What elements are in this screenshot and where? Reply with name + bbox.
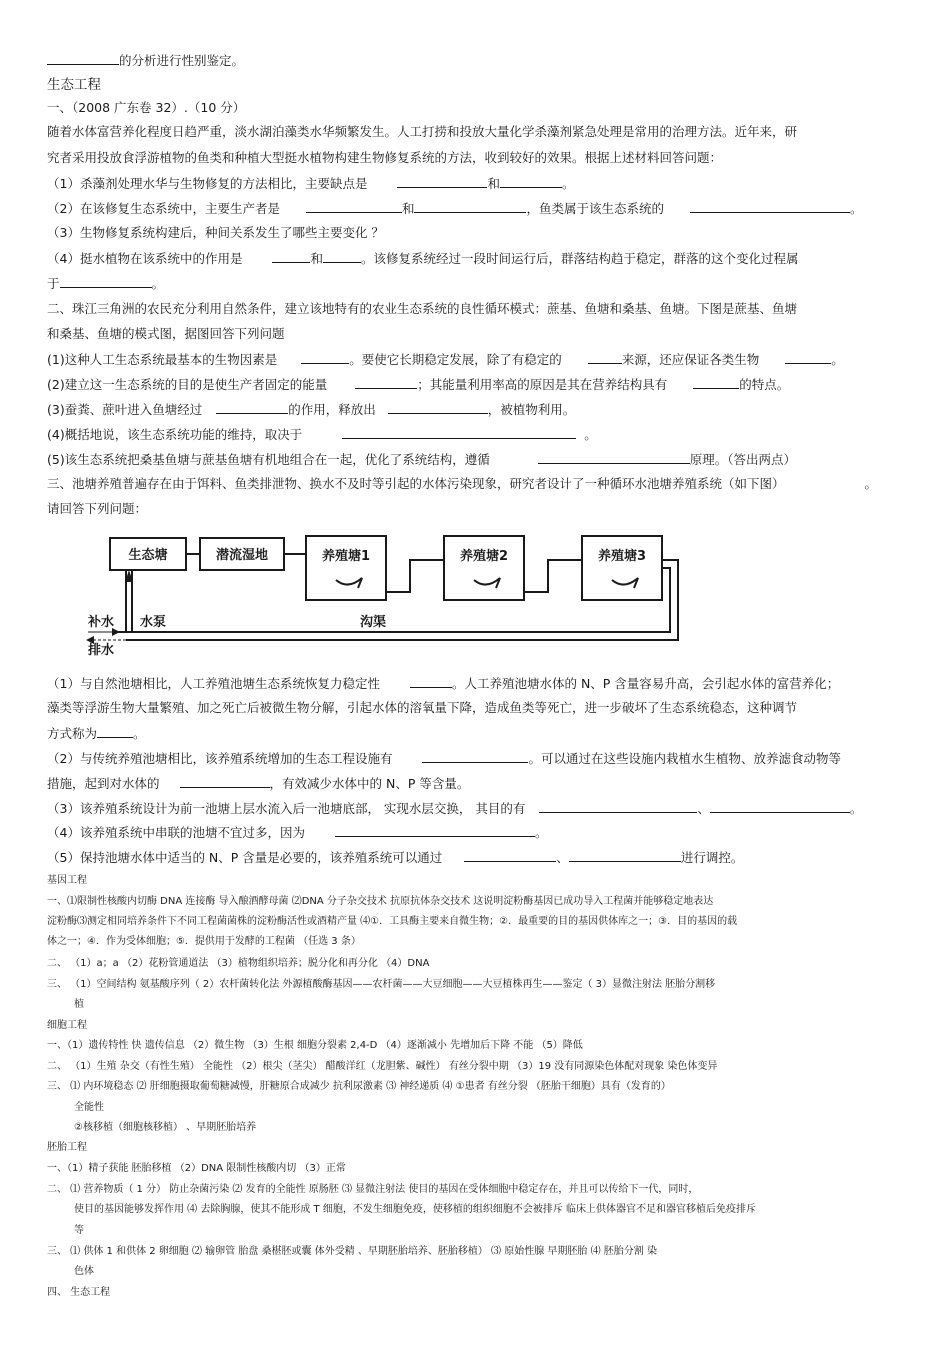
text: 的特点。 bbox=[739, 377, 790, 392]
q1-intro-line1: 随着水体富营养化程度日趋严重，淡水湖泊藻类水华频繁发生。人工打捞和投放大量化学杀藻剂紧急处理是常用的治理方法。近年来，研 bbox=[47, 124, 798, 139]
answer-blank bbox=[97, 725, 133, 738]
answers-cell-title: 细胞工程 bbox=[47, 1020, 87, 1031]
outflow-label: 排水 bbox=[88, 643, 115, 658]
text: 进行调控。 bbox=[680, 850, 744, 865]
answer-blank bbox=[500, 175, 562, 188]
answers-gene-1a: 一、⑴限制性核酸内切酶 DNA 连接酶 导入酿酒酵母菌 ⑵DNA 分子杂交技术 抗原抗体杂交技术 这说明淀粉酶基因已成功导入工程菌并能够稳定地表达 bbox=[47, 896, 714, 907]
q3-part1-end bbox=[47, 725, 146, 742]
answers-embryo-title: 胚胎工程 bbox=[47, 1142, 87, 1153]
answer-blank bbox=[60, 275, 152, 288]
q1-heading: 一、（2008 广东卷 32）.（10 分） bbox=[47, 100, 246, 115]
text: ，被植物利用。 bbox=[487, 402, 576, 417]
text: 于 bbox=[47, 276, 60, 291]
text: (3)蚕粪、蔗叶进入鱼塘经过 bbox=[47, 402, 203, 417]
answers-embryo-3b: 色体 bbox=[74, 1266, 94, 1277]
answer-blank bbox=[539, 800, 697, 813]
connector bbox=[524, 560, 582, 592]
answer-blank bbox=[693, 376, 739, 389]
answers-cell-1: 一、（1）遗传特性 快 遗传信息 （2）微生物 （3）生根 细胞分裂素 2,4-D （4）逐渐减小 先增加后下降 不能 （5）降低 bbox=[47, 1040, 583, 1051]
q3-part2-cont bbox=[47, 775, 469, 792]
answers-gene-2: 二、 （1）a；a （2）花粉管通道法 （3）植物组织培养；脱分化和再分化 （4）DNA bbox=[47, 958, 430, 969]
text: （4）挺水植物在该系统中的作用是 bbox=[47, 251, 243, 266]
q1-part3: （3）生物修复系统构建后，种间关系发生了哪些主要变化 ？ bbox=[47, 225, 384, 240]
q1-part4-cont bbox=[47, 275, 164, 292]
q3-part2 bbox=[47, 750, 841, 767]
answers-embryo-2a: 二、 ⑴ 营养物质（ 1 分） 防止杂菌污染 ⑵ 发育的全能性 原肠胚 ⑶ 显微注射法 使目的基因在受体细胞中稳定存在，并且可以传给下一代，同时， bbox=[47, 1184, 699, 1195]
answers-gene-3a: 三、 （1）空间结构 氨基酸序列（ 2）农杆菌转化法 外源植酸酶基因——农杆菌——大豆细胞——大豆植株再生——鉴定（ 3）显微注射法 胚胎分割移 bbox=[47, 979, 716, 990]
answers-embryo-2c: 等 bbox=[74, 1225, 84, 1236]
answer-blank bbox=[422, 750, 528, 763]
section-title-ecology: 生态工程 bbox=[47, 77, 101, 93]
text: （4）该养殖系统中串联的池塘不宜过多，因为 bbox=[47, 825, 305, 840]
answers-gene-1c: 体之一；④．作为受体细胞；⑤．提供用于发酵的工程菌 （任选 3 条） bbox=[47, 936, 361, 947]
answer-blank bbox=[306, 200, 402, 213]
q2-heading-line1: 二、珠江三角洲的农民充分利用自然条件，建立该地特有的农业生态系统的良性循环模式：蔗基、鱼塘和桑基、鱼塘。下图是蔗基、鱼塘 bbox=[47, 301, 798, 316]
answer-blank bbox=[690, 200, 850, 213]
text: 。 bbox=[151, 276, 165, 291]
pond1-label: 养殖塘1 bbox=[321, 549, 371, 564]
q1-intro-line2: 究者采用投放食浮游植物的鱼类和种植大型挺水植物构建生物修复系统的方法，收到较好的效果。根据上述材料回答问题： bbox=[47, 150, 723, 165]
q3-part1-cont: 藻类等浮游生物大量繁殖、加之死亡后被微生物分解，引起水体的溶氧量下降，造成鱼类等死亡，进一步破坏了生态系统稳态，这种调节 bbox=[47, 700, 798, 715]
answer-blank bbox=[414, 200, 526, 213]
pond1-box bbox=[306, 536, 386, 600]
pond3-box bbox=[582, 536, 662, 600]
text: (5)该生态系统把桑基鱼塘与蔗基鱼塘有机地组合在一起，优化了系统结构，遵循 bbox=[47, 452, 490, 467]
q3-part4 bbox=[47, 824, 547, 841]
text: （1）与自然池塘相比，人工养殖池塘生态系统恢复力稳定性 bbox=[47, 676, 380, 691]
answer-blank bbox=[342, 426, 576, 439]
answers-gene-1b: 淀粉酶⑶测定相同培养条件下不同工程菌菌株的淀粉酶活性或酒精产量 ⑷①．工具酶主要来自微生物；②．最重要的目的基因供体库之一；③．目的基因的载 bbox=[47, 916, 738, 927]
answer-blank bbox=[785, 351, 831, 364]
text: 和 bbox=[401, 201, 415, 216]
pond2-label: 养殖塘2 bbox=[459, 549, 509, 564]
text: ，有效减少水体中的 N、P 等含量。 bbox=[269, 776, 470, 791]
answer-blank bbox=[301, 351, 349, 364]
pond3-label: 养殖塘3 bbox=[597, 549, 647, 564]
answer-blank bbox=[388, 401, 488, 414]
answer-blank bbox=[216, 401, 288, 414]
answer-blank bbox=[272, 250, 310, 263]
text: 。 bbox=[849, 801, 863, 816]
answer-blank bbox=[355, 376, 417, 389]
top-line bbox=[47, 52, 244, 69]
text: 。人工养殖池塘水体的 N、P 含量容易升高，会引起水体的富营养化； bbox=[451, 676, 840, 691]
text: (1)这种人工生态系统最基本的生物因素是 bbox=[47, 352, 278, 367]
text: 。要使它长期稳定发展，除了有稳定的 bbox=[349, 352, 562, 367]
answer-blank bbox=[569, 849, 681, 862]
answer-blank bbox=[588, 351, 622, 364]
fish-icon bbox=[336, 578, 362, 588]
q3-heading-line2: 请回答下列问题： bbox=[47, 501, 148, 516]
text: 、 bbox=[556, 850, 569, 865]
text: 。 bbox=[864, 476, 878, 491]
text: 。 bbox=[850, 201, 863, 216]
answers-cell-3b: 全能性 bbox=[74, 1102, 104, 1113]
answers-cell-2: 二、 （1）生殖 杂交（有性生殖） 全能性 （2）根尖（茎尖） 醋酸洋红（龙胆紫、碱性） 有丝分裂中期 （3）19 没有同源染色体配对现象 染色体变异 bbox=[47, 1061, 718, 1072]
blank bbox=[47, 52, 119, 65]
answer-blank bbox=[710, 800, 850, 813]
answer-blank bbox=[335, 824, 535, 837]
answers-embryo-3a: 三、 ⑴ 供体 1 和供体 2 卵细胞 ⑵ 输卵管 胎盘 桑椹胚或囊 体外受精 、早期胚胎培养、胚胎移植） ⑶ 原始性腺 早期胚胎 ⑷ 胚胎分割 染 bbox=[47, 1246, 657, 1257]
answers-gene-3b: 植 bbox=[74, 999, 84, 1010]
q2-part1 bbox=[47, 351, 844, 368]
text: 、 bbox=[697, 801, 710, 816]
fish-icon bbox=[474, 578, 500, 588]
text: 原理。（答出两点） bbox=[689, 452, 796, 467]
answer-blank bbox=[323, 250, 361, 263]
answer-blank bbox=[397, 175, 487, 188]
answer-blank bbox=[538, 451, 690, 464]
pump-label: 水泵 bbox=[140, 615, 167, 630]
text: 措施，起到对水体的 bbox=[47, 776, 160, 791]
q2-part3 bbox=[47, 401, 575, 418]
fish-icon bbox=[612, 578, 638, 588]
text: 。 bbox=[133, 726, 146, 741]
ditch-label: 沟渠 bbox=[360, 615, 387, 630]
answers-cell-3c: ②核移植（细胞核移植） 、早期胚胎培养 bbox=[74, 1122, 257, 1133]
answers-embryo-1: 一、（1）精子获能 胚胎移植 （2）DNA 限制性核酸内切 （3）正常 bbox=[47, 1163, 346, 1174]
q3-heading-line1 bbox=[47, 476, 877, 492]
text: 。 bbox=[534, 825, 548, 840]
text: (4)概括地说，该生态系统功能的维持，取决于 bbox=[47, 427, 303, 442]
q1-part1 bbox=[47, 175, 575, 192]
answer-blank bbox=[410, 675, 452, 688]
text: 。 bbox=[561, 176, 575, 191]
answer-blank bbox=[464, 849, 556, 862]
text: (2)建立这一生态系统的目的是使生产者固定的能量 bbox=[47, 377, 328, 392]
answers-cell-3a: 三、 ⑴ 内环境稳态 ⑵ 肝细胞摄取葡萄糖减慢，肝糖原合成减少 抗利尿激素 ⑶ 神经递质 ⑷ ①患者 有丝分裂 （胚胎干细胞）具有（发育的） bbox=[47, 1081, 671, 1092]
pond2-box bbox=[444, 536, 524, 600]
answer-blank bbox=[180, 775, 270, 788]
text: ，鱼类属于该生态系统的 bbox=[526, 201, 664, 216]
q3-part5 bbox=[47, 849, 743, 866]
text: 和 bbox=[487, 176, 500, 191]
q2-part5 bbox=[47, 451, 796, 468]
answers-eco-4: 四、 生态工程 bbox=[47, 1287, 111, 1298]
text: 。 bbox=[584, 427, 597, 442]
inflow-label: 补水 bbox=[88, 615, 115, 630]
wetland-label: 潜流湿地 bbox=[215, 548, 269, 563]
connector bbox=[386, 560, 444, 592]
text: 。 bbox=[831, 352, 844, 367]
text: 的作用，释放出 bbox=[288, 402, 376, 417]
eco-pond-label: 生态塘 bbox=[128, 548, 168, 563]
q2-part2 bbox=[47, 376, 789, 393]
q1-part2 bbox=[47, 200, 863, 217]
q3-part3 bbox=[47, 800, 862, 817]
answers-embryo-2b: 使目的基因能够发挥作用 ⑷ 去除胸腺，使其不能形成 T 细胞，不发生细胞免疫，使移植的组织细胞不会被排斥 临床上供体器官不足和器官移植后免疫排斥 bbox=[74, 1204, 757, 1215]
q2-part4 bbox=[47, 426, 597, 443]
text: （2）在该修复生态系统中，主要生产者是 bbox=[47, 201, 280, 216]
text: 三、池塘养殖普遍存在由于饵料、鱼类排泄物、换水不及时等引起的水体污染现象，研究者设计了一种循环水池塘养殖系统（如下图） bbox=[47, 476, 785, 491]
q3-part1 bbox=[47, 675, 839, 692]
text: 来源，还应保证各类生物 bbox=[621, 352, 760, 367]
pond-system-diagram bbox=[86, 530, 686, 658]
text: （5）保持池塘水体中适当的 N、P 含量是必要的，该养殖系统可以通过 bbox=[47, 850, 443, 865]
text: 方式称为 bbox=[47, 726, 98, 741]
text: （1）杀藻剂处理水华与生物修复的方法相比，主要缺点是 bbox=[47, 176, 368, 191]
q2-heading-line2: 和桑基、鱼塘的模式图，据图回答下列问题 bbox=[47, 326, 285, 341]
text: （2）与传统养殖池塘相比，该养殖系统增加的生态工程设施有 bbox=[47, 751, 393, 766]
top-line-text: 的分析进行性别鉴定。 bbox=[119, 53, 245, 68]
text: （3）该养殖系统设计为前一池塘上层水流入后一池塘底部， 实现水层交换， 其目的有 bbox=[47, 801, 526, 816]
text: 和 bbox=[310, 251, 323, 266]
text: 。该修复系统经过一段时间运行后，群落结构趋于稳定，群落的这个变化过程属 bbox=[360, 251, 799, 266]
text: 。可以通过在这些设施内栽植水生植物、放养滤食动物等 bbox=[528, 751, 841, 766]
text: ；其能量利用率高的原因是其在营养结构具有 bbox=[417, 377, 668, 392]
q1-part4 bbox=[47, 250, 799, 267]
answers-gene-title: 基因工程 bbox=[47, 875, 87, 886]
